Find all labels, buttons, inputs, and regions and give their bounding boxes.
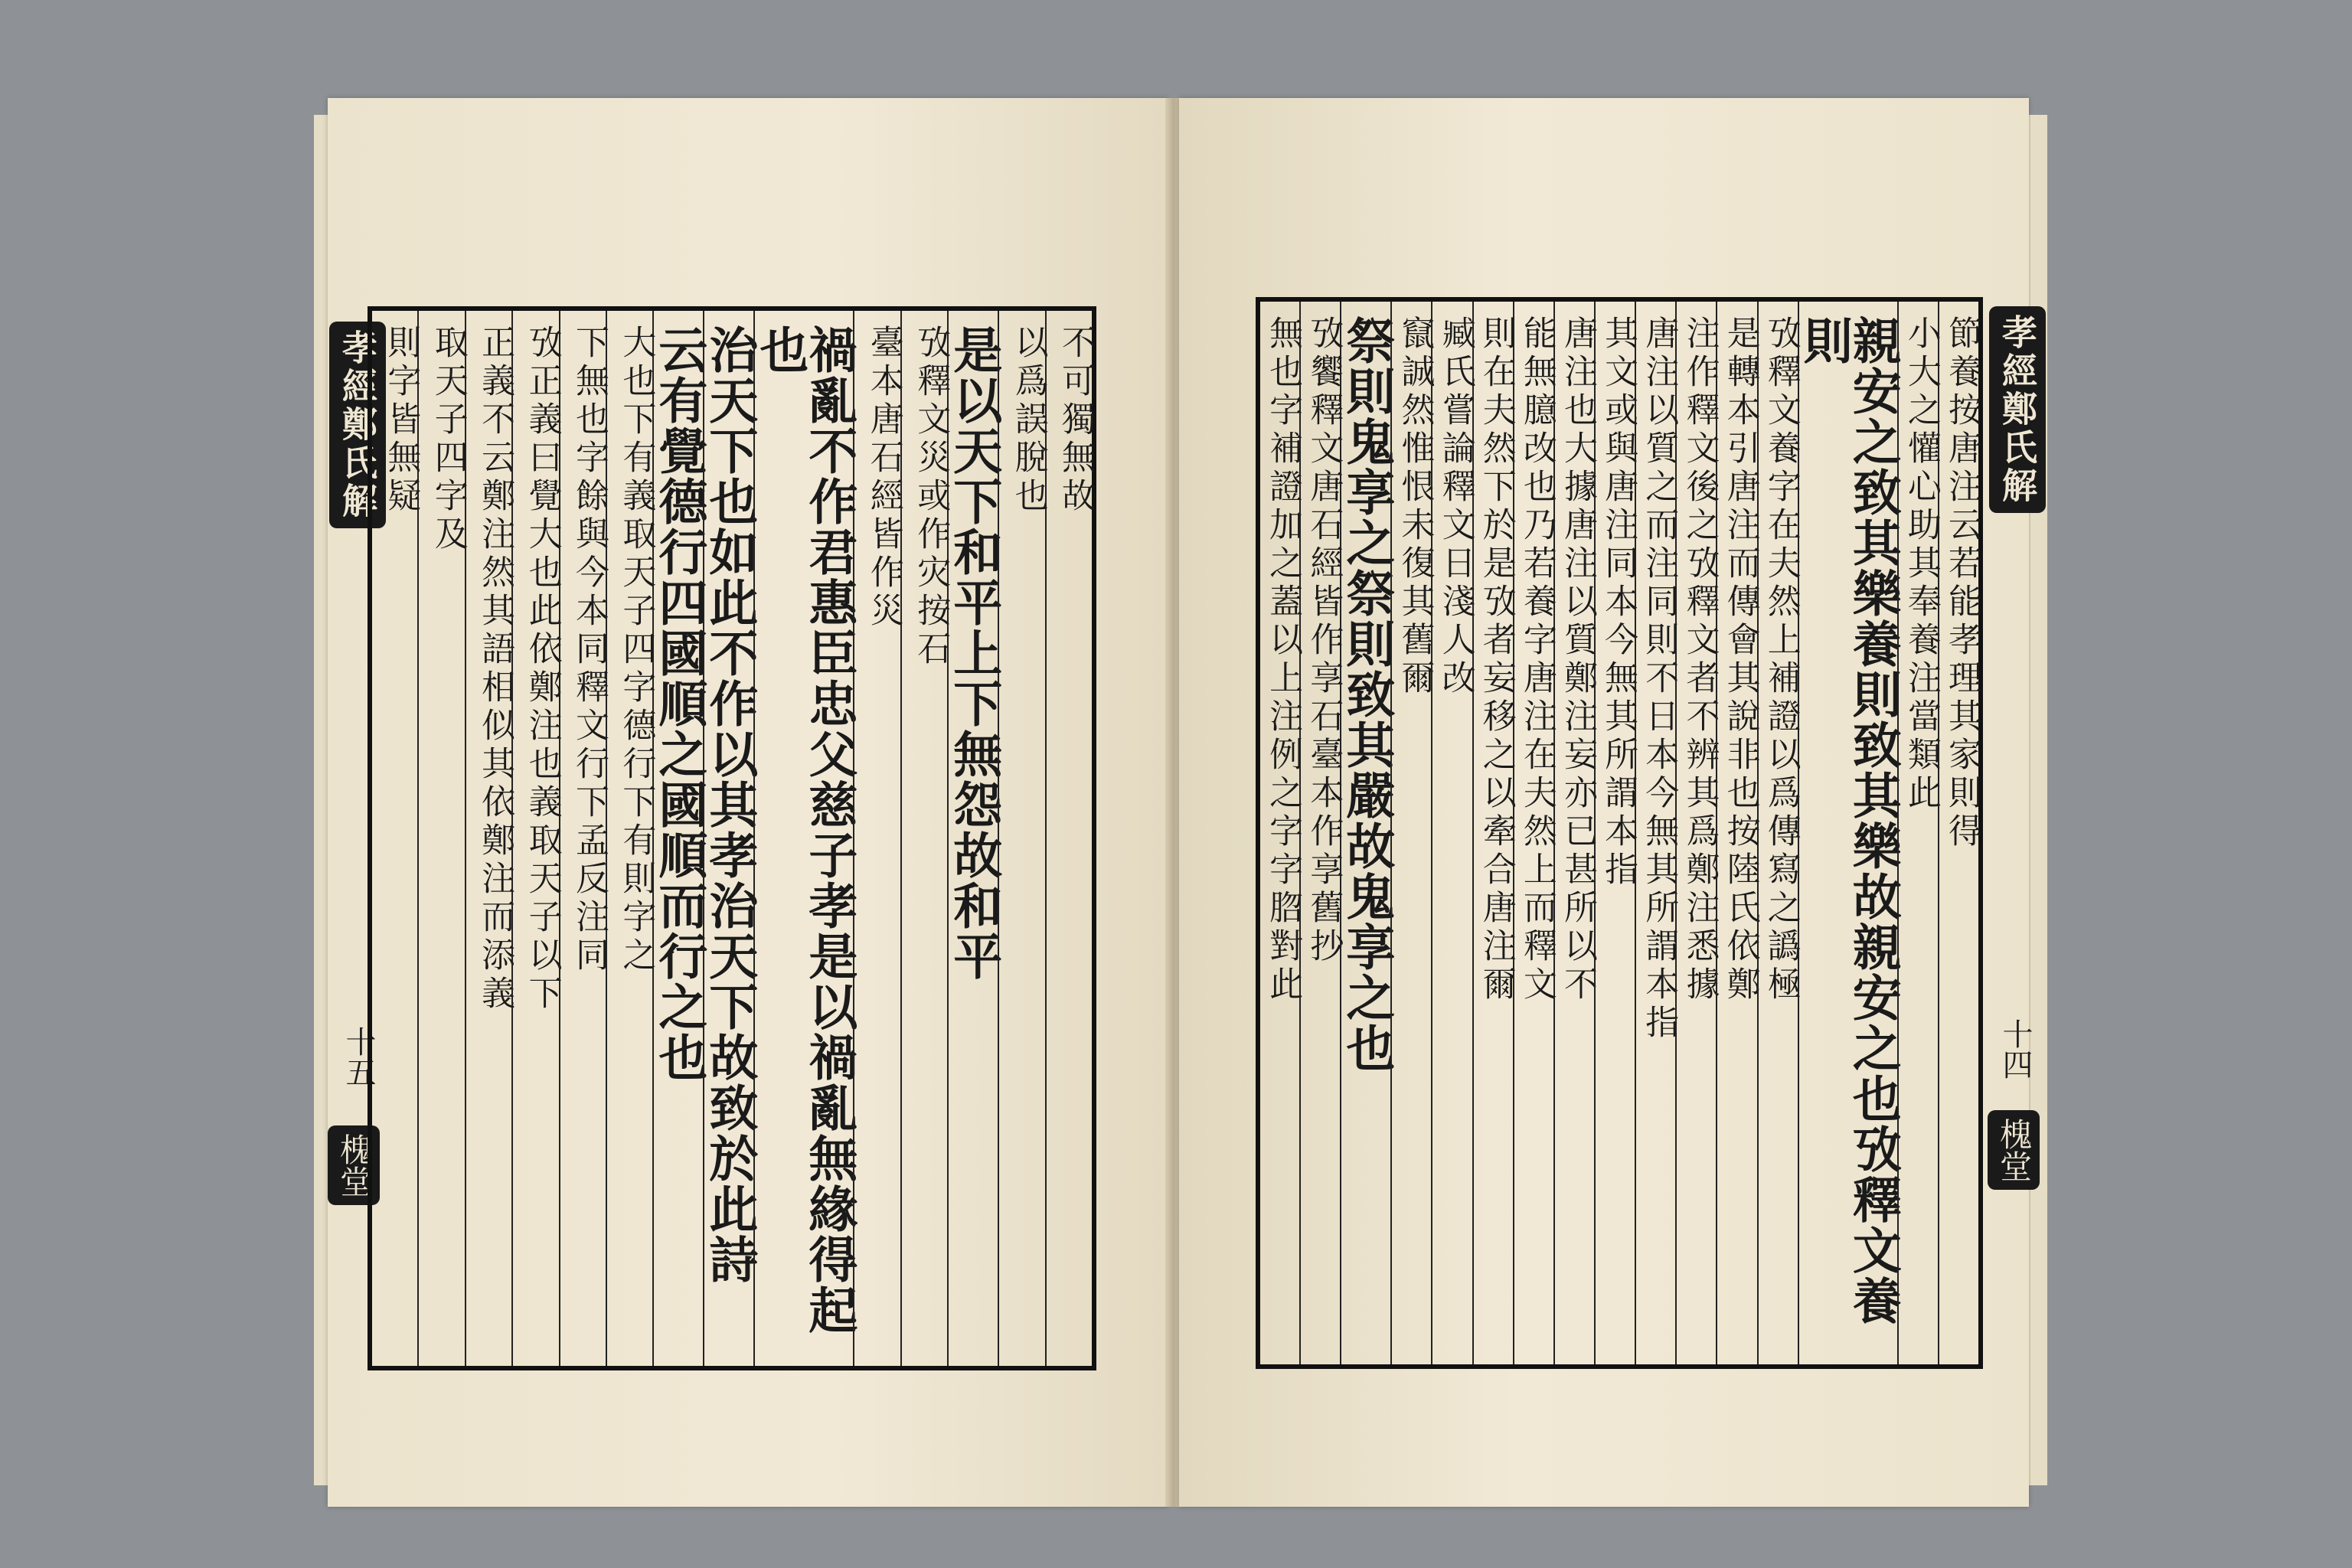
text-column: 以爲誤脫也 — [998, 311, 1044, 1366]
text-column: 注作釋文後之攷釋文者不辨其爲鄭注悉據 — [1675, 302, 1716, 1364]
left-text-columns — [372, 311, 1095, 1366]
right-text-columns — [1260, 302, 1981, 1364]
left-ear-title: 孝經鄭氏解 — [329, 322, 386, 528]
left-folio-number: 十五 — [341, 1026, 376, 1087]
right-ear-title: 孝經鄭氏解 — [1989, 306, 2046, 513]
text-column: 攷釋文養字在夫然上補證以爲傳寫之譌極 — [1757, 302, 1798, 1364]
text-column: 大也下有義取天子四字德行下有則字之 — [606, 311, 652, 1366]
text-column: 臧氏嘗論釋文日淺人改 — [1431, 302, 1472, 1364]
text-column: 取天子四字及 — [417, 311, 464, 1366]
text-column: 攷釋文災或作灾按石 — [900, 311, 947, 1366]
text-column: 竄誠然惟恨未復其舊爾 — [1390, 302, 1431, 1364]
right-folio-number: 十四 — [1998, 1018, 2033, 1080]
text-column: 唐注也大據唐注以質鄭注妄亦已甚所以不 — [1553, 302, 1594, 1364]
right-press-mark: 槐堂 — [1988, 1110, 2040, 1190]
text-column: 能無臆改也乃若養字唐注在夫然上而釋文 — [1513, 302, 1553, 1364]
text-column: 則在夫然下於是攷者妄移之以牽合唐注爾 — [1472, 302, 1513, 1364]
text-column: 禍亂不作君惠臣忠父慈子孝是以禍亂無緣得起也 — [753, 311, 853, 1366]
text-column: 攷正義曰覺大也此依鄭注也義取天子以下 — [511, 311, 558, 1366]
left-press-mark: 槐堂 — [328, 1125, 380, 1205]
text-column: 祭則鬼享之祭則致其嚴故鬼享之也 — [1340, 302, 1390, 1364]
right-text-frame — [1256, 297, 1983, 1369]
text-column: 云有覺德行四國順之國順而行之也 — [652, 311, 703, 1366]
text-column: 是以天下和平上下無怨故和平 — [947, 311, 998, 1366]
text-column: 唐注以質之而注同則不日本今無其所謂本指 — [1635, 302, 1675, 1364]
left-text-frame — [368, 306, 1096, 1370]
text-column: 其文或與唐注同本今無其所謂本指 — [1594, 302, 1635, 1364]
text-column: 攷饗釋文唐石經皆作享石臺本作享舊抄 — [1299, 302, 1340, 1364]
text-column: 則字皆無疑 — [381, 325, 421, 516]
text-column: 臺本唐石經皆作災 — [853, 311, 900, 1366]
text-column: 無也字補證加之蓋以上注例之字字脗對此 — [1263, 315, 1303, 1004]
text-column: 是轉本引唐注而傳會其說非也按陸氏依鄭 — [1716, 302, 1756, 1364]
text-column: 治天下也如此不作以其孝治天下故致於此詩 — [703, 311, 753, 1366]
text-column: 正義不云鄭注然其語相似其依鄭注而添義 — [465, 311, 511, 1366]
text-column: 下無也字餘與今本同釋文行下孟反注同 — [559, 311, 606, 1366]
text-column: 不可獨無故 — [1045, 311, 1092, 1366]
text-column: 親安之致其樂養則致其樂故親安之也攷釋文養則 — [1798, 302, 1897, 1364]
text-column: 節養按唐注云若能孝理其家則得 — [1938, 302, 1978, 1364]
text-column: 小大之懽心助其奉養注當類此 — [1897, 302, 1938, 1364]
